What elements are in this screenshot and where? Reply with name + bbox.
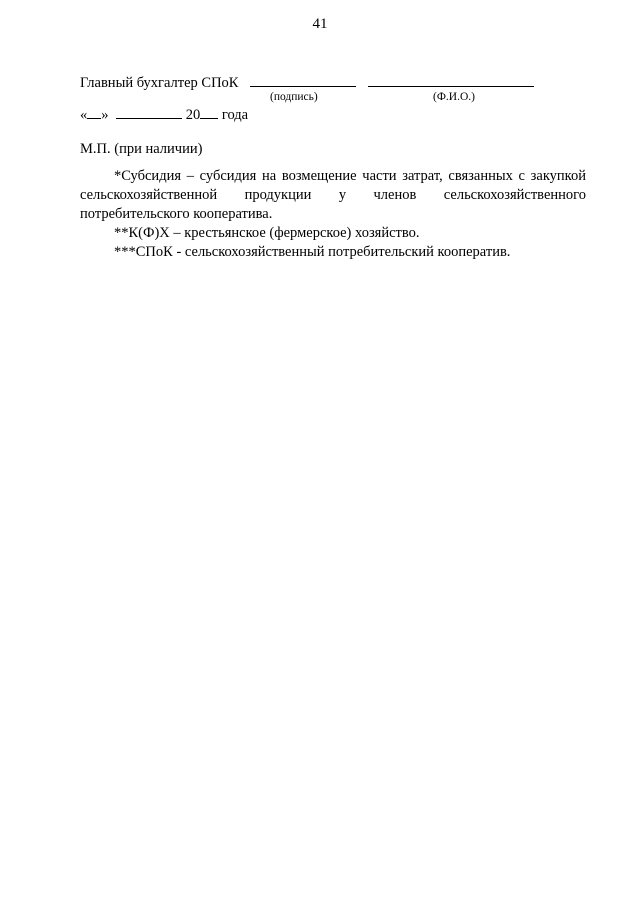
date-open-quote: « (80, 107, 88, 123)
date-close-quote: » (101, 107, 109, 123)
year-prefix: 20 (185, 107, 201, 123)
full-name-caption: (Ф.И.О.) (433, 91, 475, 103)
footnotes (80, 167, 586, 262)
year-suffix: года (221, 107, 249, 123)
stamp-placeholder: М.П. (при наличии) (80, 141, 203, 157)
chief-accountant-label: Главный бухгалтер СПоК (80, 75, 239, 91)
full-name-blank[interactable] (368, 72, 534, 87)
day-blank[interactable] (87, 104, 101, 119)
signature-caption: (подпись) (270, 91, 318, 103)
footnote-spok: ***СПоК - сельскохозяйственный потребительский кооператив. (114, 244, 511, 260)
page-number: 41 (312, 16, 328, 32)
footnote-kfh: **К(Ф)Х – крестьянское (фермерское) хозяйство. (114, 225, 420, 241)
year-blank[interactable] (200, 104, 218, 119)
month-blank[interactable] (116, 104, 182, 119)
signature-blank[interactable] (250, 72, 356, 87)
date-line (80, 104, 248, 124)
chief-accountant-signature-line (80, 72, 550, 92)
footnote-subsidy: *Субсидия – субсидия на возмещение части затрат, связанных с закупкой сельскохозяйственной продукции у членов сельскохозяйственного потребительского кооператива. (80, 168, 586, 222)
